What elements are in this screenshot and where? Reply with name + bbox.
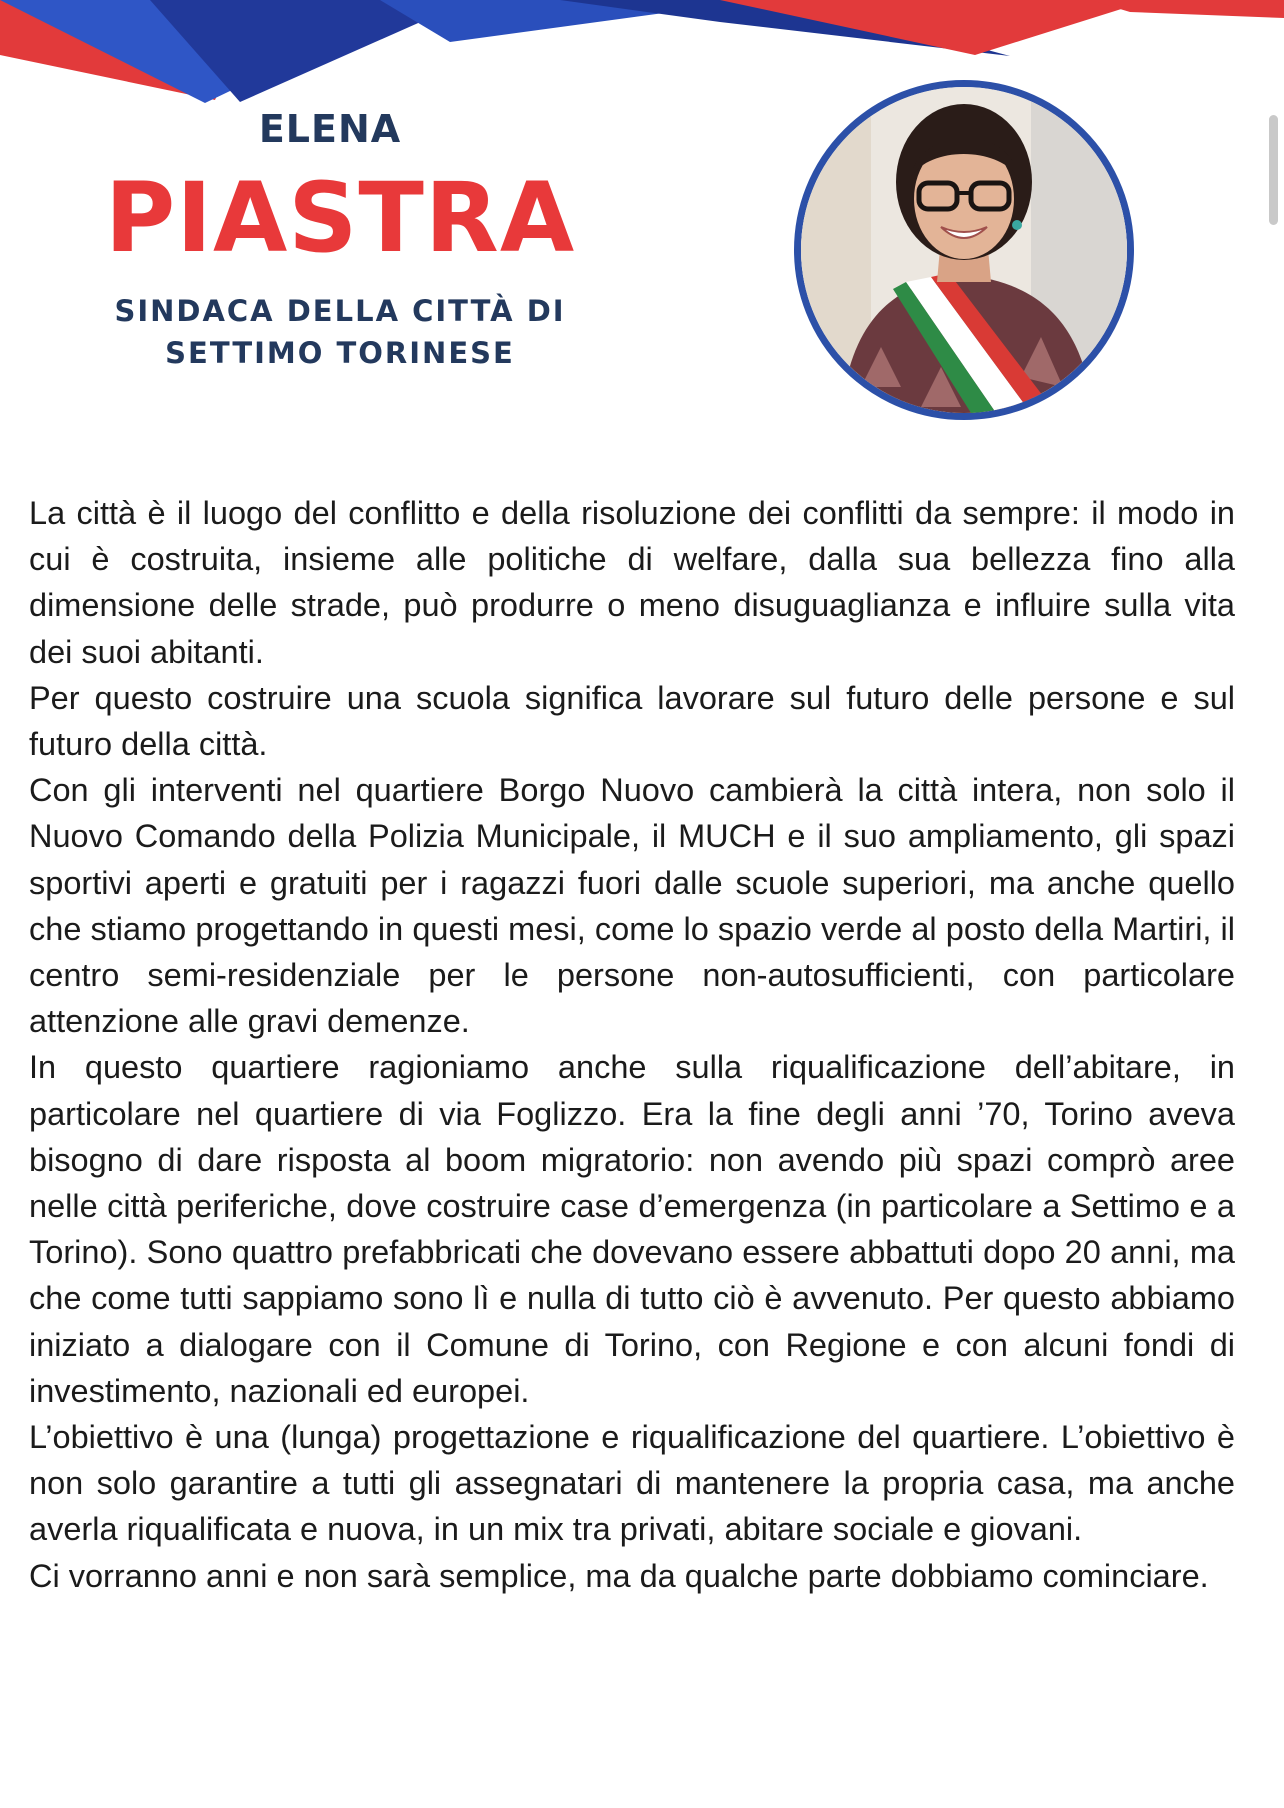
paragraph: L’obiettivo è una (lunga) progettazione e riqualificazione del quartiere. L’obiettivo è non solo garantire a tutti gli assegnatari di mantenere la propria casa, ma anche averla riqualificata e nuova, in un mix tra privati, abitare sociale e giovani.	[29, 1419, 1235, 1548]
mayor-portrait-icon	[801, 87, 1127, 413]
header-block	[80, 107, 600, 374]
role-title	[80, 290, 600, 374]
role-line-1: SINDACA DELLA CITTÀ DI	[114, 294, 566, 328]
role-line-2: SETTIMO TORINESE	[165, 336, 515, 370]
paragraph: In questo quartiere ragioniamo anche sulla riqualificazione dell’abitare, in particolare nel quartiere di via Foglizzo. Era la fine degli anni ’70, Torino aveva bisogno di dare risposta al boom migratorio: non avendo più spazi comprò aree nelle città periferiche, dove costruire case d’emergenza (in particolare a Settimo e a Torino). Sono quattro prefabbricati che dovevano essere abbattuti dopo 20 anni, ma che come tutti sappiamo sono lì e nulla di tutto ciò è avvenuto. Per questo abbiamo iniziato a dialogare con il Comune di Torino, con Regione e con alcuni fondi di investimento, nazionali ed europei.	[29, 1049, 1235, 1409]
decorative-banner	[0, 0, 1284, 120]
paragraph: Per questo costruire una scuola significa lavorare sul futuro delle persone e sul futuro della città.	[29, 679, 1235, 763]
paragraph: Con gli interventi nel quartiere Borgo Nuovo cambierà la città intera, non solo il Nuovo Comando della Polizia Municipale, il MUCH e il suo ampliamento, gli spazi sportivi aperti e gratuiti per i ragazzi fuori dalle scuole superiori, ma anche quello che stiamo progettando in questi mesi, come lo spazio verde al posto della Martiri, il centro semi-residenziale per le persone non-autosufficienti, con particolare attenzione alle gravi demenze.	[29, 772, 1235, 1040]
paragraph: La città è il luogo del conflitto e della risoluzione dei conflitti da sempre: il modo in cui è costruita, insieme alle politiche di welfare, dalla sua bellezza fino alla dimensione delle strade, può produrre o meno disuguaglianza e influire sulla vita dei suoi abitanti.	[29, 495, 1235, 670]
article-body	[29, 490, 1235, 1599]
portrait-frame	[794, 80, 1134, 420]
first-name: ELENA	[258, 107, 402, 151]
paragraph: Ci vorranno anni e non sarà semplice, ma da qualche parte dobbiamo cominciare.	[29, 1557, 1209, 1594]
last-name: PIASTRA	[104, 162, 576, 274]
scrollbar-thumb[interactable]	[1269, 115, 1278, 225]
